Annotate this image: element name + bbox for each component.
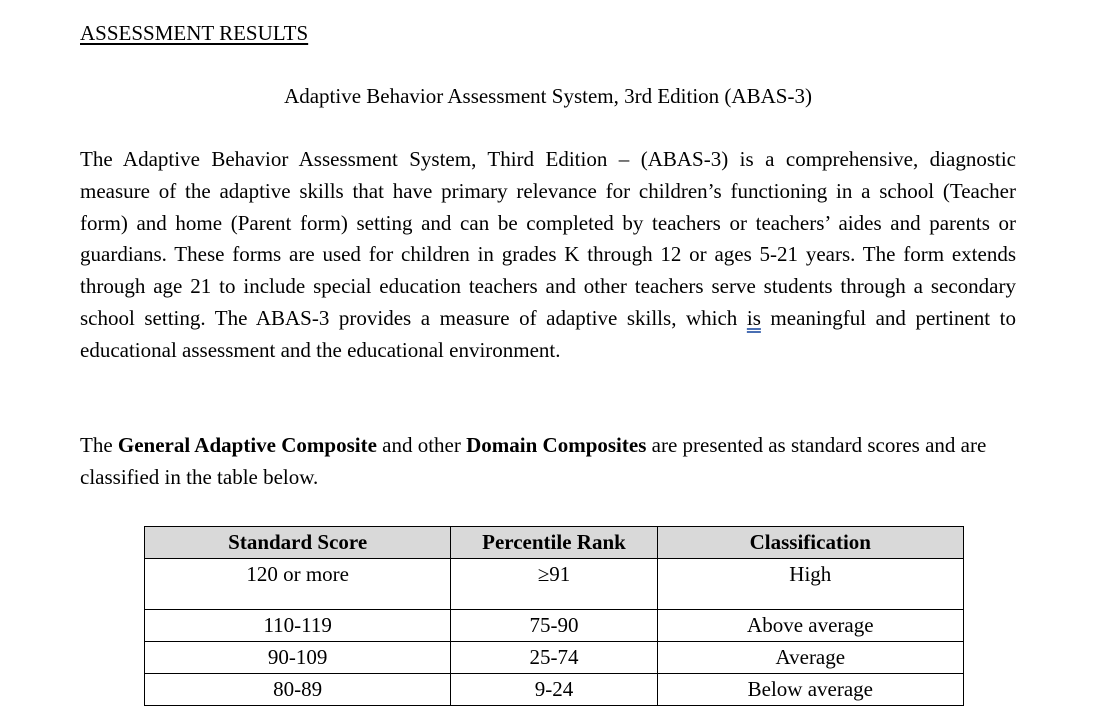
header-standard-score: Standard Score <box>145 527 451 559</box>
score-classification-table <box>144 526 964 706</box>
cell-standard-score: 90-109 <box>145 642 451 674</box>
cell-percentile-rank: 75-90 <box>451 610 657 642</box>
section-heading: ASSESSMENT RESULTS <box>80 21 309 45</box>
composite-text-3: are presented as standard scores and are classified in the table below. <box>80 433 987 489</box>
cell-classification: Below average <box>657 674 963 706</box>
composite-bold-domain: Domain Composites <box>466 433 647 457</box>
table-row <box>145 559 964 610</box>
cell-classification: High <box>657 559 963 610</box>
header-percentile-rank: Percentile Rank <box>451 527 657 559</box>
cell-standard-score: 120 or more <box>145 559 451 610</box>
cell-classification: Average <box>657 642 963 674</box>
table-row <box>145 610 964 642</box>
intro-text-start: The Adaptive Behavior Assessment System, Third Edition – (ABAS-3) is a comprehensive, diagnostic measure of the adaptive skills that have primary relevance for children’s functioning in a school (Teacher form) and home (Parent form) setting and can be completed by teachers or teachers’ aides and parents or guardians. These forms are used for children in grades K through 12 or ages 5-21 years. The form extends through age 21 to include special education teachers and other teachers serve students through a secondary school setting. The ABAS-3 provides a measure of adaptive skills, which <box>80 147 1016 330</box>
cell-standard-score: 110-119 <box>145 610 451 642</box>
table-row <box>145 642 964 674</box>
intro-text-end: meaningful and pertinent to educational assessment and the educational environment. <box>80 305 1016 362</box>
intro-paragraph <box>80 144 1016 367</box>
header-classification: Classification <box>657 527 963 559</box>
cell-standard-score: 80-89 <box>145 674 451 706</box>
cell-classification: Above average <box>657 610 963 642</box>
composite-bold-general: General Adaptive Composite <box>117 433 377 457</box>
table-row <box>145 674 964 706</box>
assessment-subtitle: Adaptive Behavior Assessment System, 3rd Edition (ABAS-3) <box>284 84 812 108</box>
cell-percentile-rank: 9-24 <box>451 674 657 706</box>
composite-paragraph <box>80 430 1016 494</box>
cell-percentile-rank: 25-74 <box>451 642 657 674</box>
cell-percentile-rank: ≥91 <box>451 559 657 610</box>
table-header-row <box>145 527 964 559</box>
grammar-flagged-word[interactable]: is <box>746 305 761 330</box>
composite-text-2: and other <box>376 433 467 457</box>
composite-text-1: The <box>80 433 118 457</box>
